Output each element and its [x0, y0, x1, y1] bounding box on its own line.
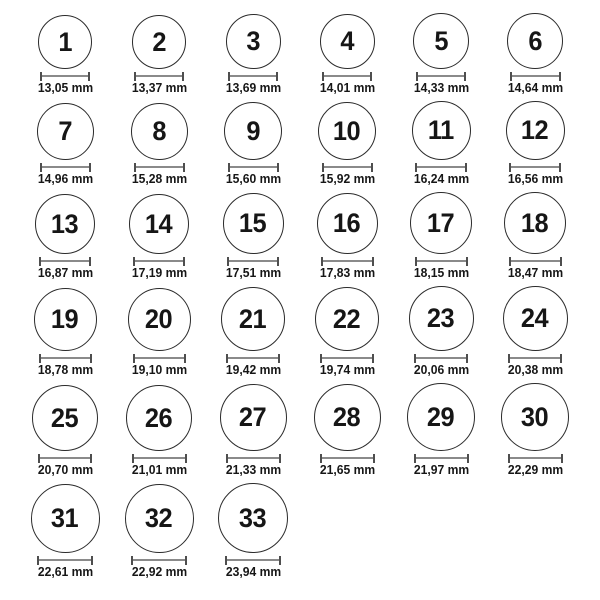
- diameter-label: 14,01 mm: [319, 81, 375, 95]
- ring-size-number: 18: [521, 207, 549, 238]
- ring-circle: [407, 383, 475, 451]
- ring-size-item: [488, 383, 582, 478]
- ring-size-item: [300, 14, 394, 96]
- measure-right-tick: [559, 163, 561, 172]
- diameter-label: 19,42 mm: [225, 363, 281, 377]
- chart-row: [0, 483, 600, 580]
- ring-circle: [317, 193, 378, 254]
- measure-left-tick: [322, 163, 324, 172]
- ring-circle: [221, 287, 285, 351]
- measure-left-tick: [40, 72, 42, 81]
- ring-size-number: 30: [521, 401, 549, 432]
- ring-circle: [34, 288, 97, 351]
- diameter-label: 14,96 mm: [37, 172, 93, 186]
- ring-circle: [224, 102, 282, 160]
- measure-left-tick: [320, 454, 322, 463]
- chart-row: [0, 192, 600, 281]
- measure-right-tick: [464, 72, 466, 81]
- ring-size-item: [300, 193, 394, 281]
- measure-left-tick: [39, 354, 41, 363]
- ring-size-item: [206, 384, 300, 478]
- diameter-label: 18,47 mm: [507, 266, 563, 280]
- measure-right-tick: [466, 354, 468, 363]
- diameter-measure-line: [416, 75, 466, 77]
- ring-size-item: [112, 103, 206, 187]
- ring-size-item: [206, 102, 300, 187]
- ring-size-item: [394, 101, 488, 187]
- ring-circle: [129, 194, 189, 254]
- ring-size-item: [488, 101, 582, 187]
- measure-right-tick: [277, 257, 279, 266]
- diameter-label: 18,78 mm: [37, 363, 93, 377]
- measure-right-tick: [182, 72, 184, 81]
- ring-circle: [218, 483, 288, 553]
- diameter-measure-line: [509, 260, 562, 262]
- diameter-label: 15,28 mm: [131, 172, 187, 186]
- diameter-measure-line: [39, 260, 91, 262]
- measure-left-tick: [414, 454, 416, 463]
- measure-left-tick: [226, 454, 228, 463]
- ring-size-number: 13: [51, 208, 79, 239]
- measure-right-tick: [373, 454, 375, 463]
- ring-size-number: 6: [528, 25, 542, 56]
- measure-right-tick: [183, 257, 185, 266]
- measure-left-tick: [320, 354, 322, 363]
- ring-size-number: 31: [51, 503, 79, 533]
- diameter-measure-line: [228, 75, 278, 77]
- ring-size-item: [300, 102, 394, 187]
- diameter-label: 20,06 mm: [413, 363, 469, 377]
- ring-size-item: [488, 286, 582, 378]
- diameter-measure-line: [414, 457, 469, 459]
- measure-left-tick: [38, 454, 40, 463]
- diameter-measure-line: [228, 166, 279, 168]
- ring-size-number: 20: [145, 304, 173, 334]
- measure-right-tick: [371, 163, 373, 172]
- diameter-measure-line: [510, 75, 561, 77]
- measure-left-tick: [132, 454, 134, 463]
- diameter-measure-line: [225, 559, 281, 561]
- ring-size-number: 17: [427, 207, 455, 238]
- measure-right-tick: [184, 354, 186, 363]
- ring-size-number: 33: [239, 502, 267, 533]
- diameter-measure-line: [131, 559, 187, 561]
- measure-left-tick: [508, 454, 510, 463]
- ring-size-item: [394, 286, 488, 378]
- ring-circle: [318, 102, 376, 160]
- ring-circle: [125, 484, 194, 553]
- diameter-measure-line: [40, 166, 91, 168]
- measure-left-tick: [133, 257, 135, 266]
- diameter-label: 17,83 mm: [319, 266, 375, 280]
- measure-left-tick: [228, 72, 230, 81]
- diameter-measure-line: [133, 357, 186, 359]
- ring-size-number: 23: [427, 303, 455, 333]
- ring-size-number: 5: [434, 25, 448, 56]
- ring-size-number: 16: [333, 208, 361, 238]
- measure-right-tick: [89, 163, 91, 172]
- ring-size-item: [394, 383, 488, 478]
- measure-right-tick: [279, 454, 281, 463]
- diameter-label: 16,56 mm: [507, 172, 563, 186]
- diameter-measure-line: [322, 75, 372, 77]
- measure-left-tick: [321, 257, 323, 266]
- ring-size-number: 15: [239, 208, 267, 238]
- ring-size-number: 3: [246, 26, 260, 56]
- ring-circle: [503, 286, 568, 351]
- ring-size-number: 22: [333, 303, 361, 334]
- measure-right-tick: [278, 354, 280, 363]
- measure-left-tick: [508, 354, 510, 363]
- ring-size-number: 2: [152, 26, 166, 57]
- diameter-measure-line: [134, 166, 185, 168]
- measure-left-tick: [40, 163, 42, 172]
- measure-left-tick: [226, 354, 228, 363]
- diameter-label: 13,69 mm: [225, 81, 281, 95]
- ring-size-number: 1: [58, 26, 72, 57]
- measure-right-tick: [372, 354, 374, 363]
- ring-size-number: 21: [239, 303, 267, 334]
- diameter-label: 19,10 mm: [131, 363, 187, 377]
- ring-size-number: 8: [152, 116, 166, 146]
- diameter-label: 21,01 mm: [131, 463, 187, 477]
- diameter-measure-line: [226, 357, 280, 359]
- measure-left-tick: [37, 556, 39, 565]
- ring-circle: [38, 15, 92, 69]
- ring-circle: [507, 13, 563, 69]
- diameter-label: 17,19 mm: [131, 266, 187, 280]
- diameter-label: 15,92 mm: [319, 172, 375, 186]
- measure-right-tick: [276, 72, 278, 81]
- ring-size-item: [206, 193, 300, 281]
- ring-circle: [501, 383, 569, 451]
- diameter-measure-line: [509, 166, 561, 168]
- diameter-label: 18,15 mm: [413, 266, 469, 280]
- diameter-label: 16,87 mm: [37, 266, 93, 280]
- diameter-label: 13,05 mm: [37, 81, 93, 95]
- ring-circle: [504, 192, 566, 254]
- measure-right-tick: [91, 556, 93, 565]
- measure-right-tick: [183, 163, 185, 172]
- diameter-label: 15,60 mm: [225, 172, 281, 186]
- measure-left-tick: [510, 72, 512, 81]
- diameter-measure-line: [38, 457, 92, 459]
- chart-row: [0, 286, 600, 378]
- measure-right-tick: [89, 257, 91, 266]
- diameter-measure-line: [37, 559, 93, 561]
- diameter-label: 22,61 mm: [37, 565, 93, 579]
- ring-size-item: [488, 13, 582, 96]
- ring-size-item: [112, 484, 206, 580]
- ring-size-number: 24: [521, 303, 549, 333]
- diameter-measure-line: [415, 260, 468, 262]
- ring-size-item: [206, 287, 300, 378]
- ring-size-item: [112, 194, 206, 281]
- ring-size-item: [300, 287, 394, 378]
- measure-right-tick: [467, 454, 469, 463]
- ring-circle: [131, 103, 188, 160]
- ring-size-number: 7: [58, 116, 72, 146]
- ring-circle: [223, 193, 284, 254]
- measure-right-tick: [561, 454, 563, 463]
- chart-row: [0, 101, 600, 187]
- diameter-label: 21,97 mm: [413, 463, 469, 477]
- ring-circle: [31, 484, 100, 553]
- diameter-label: 23,94 mm: [225, 565, 281, 579]
- ring-size-number: 4: [340, 26, 354, 56]
- measure-left-tick: [133, 354, 135, 363]
- measure-left-tick: [509, 163, 511, 172]
- ring-size-item: [18, 288, 112, 378]
- measure-left-tick: [416, 72, 418, 81]
- ring-circle: [320, 14, 375, 69]
- diameter-label: 16,24 mm: [413, 172, 469, 186]
- diameter-measure-line: [133, 260, 185, 262]
- diameter-measure-line: [132, 457, 187, 459]
- ring-size-item: [206, 14, 300, 96]
- measure-left-tick: [415, 257, 417, 266]
- ring-size-number: 14: [145, 208, 173, 239]
- ring-circle: [220, 384, 287, 451]
- ring-circle: [409, 286, 474, 351]
- diameter-label: 20,70 mm: [37, 463, 93, 477]
- diameter-measure-line: [320, 357, 374, 359]
- diameter-measure-line: [39, 357, 92, 359]
- measure-right-tick: [370, 72, 372, 81]
- measure-right-tick: [185, 454, 187, 463]
- diameter-measure-line: [320, 457, 375, 459]
- ring-size-item: [300, 384, 394, 478]
- ring-size-item: [18, 484, 112, 580]
- ring-circle: [413, 13, 469, 69]
- diameter-measure-line: [414, 357, 468, 359]
- ring-size-number: 19: [51, 304, 79, 334]
- measure-left-tick: [322, 72, 324, 81]
- diameter-measure-line: [508, 357, 562, 359]
- ring-size-item: [394, 13, 488, 96]
- diameter-label: 20,38 mm: [507, 363, 563, 377]
- ring-circle: [315, 287, 379, 351]
- ring-size-number: 28: [333, 402, 361, 432]
- measure-left-tick: [134, 163, 136, 172]
- ring-circle: [32, 385, 98, 451]
- measure-right-tick: [90, 454, 92, 463]
- diameter-measure-line: [134, 75, 184, 77]
- ring-circle: [126, 385, 192, 451]
- diameter-label: 13,37 mm: [131, 81, 187, 95]
- measure-right-tick: [560, 257, 562, 266]
- ring-size-item: [18, 385, 112, 478]
- measure-right-tick: [185, 556, 187, 565]
- measure-left-tick: [131, 556, 133, 565]
- measure-right-tick: [279, 556, 281, 565]
- ring-size-item: [488, 192, 582, 281]
- ring-size-item: [112, 15, 206, 96]
- measure-left-tick: [509, 257, 511, 266]
- diameter-measure-line: [227, 260, 279, 262]
- diameter-measure-line: [321, 260, 374, 262]
- diameter-measure-line: [40, 75, 90, 77]
- ring-size-number: 32: [145, 503, 173, 533]
- measure-right-tick: [372, 257, 374, 266]
- measure-right-tick: [465, 163, 467, 172]
- measure-right-tick: [560, 354, 562, 363]
- measure-left-tick: [414, 354, 416, 363]
- ring-size-number: 11: [428, 115, 454, 145]
- ring-circle: [226, 14, 281, 69]
- ring-size-number: 10: [333, 115, 361, 146]
- ring-size-item: [18, 194, 112, 281]
- ring-size-item: [18, 15, 112, 96]
- measure-left-tick: [39, 257, 41, 266]
- ring-size-item: [18, 103, 112, 187]
- diameter-measure-line: [415, 166, 467, 168]
- ring-size-number: 26: [145, 402, 173, 433]
- diameter-measure-line: [508, 457, 563, 459]
- measure-left-tick: [415, 163, 417, 172]
- ring-circle: [314, 384, 381, 451]
- diameter-measure-line: [226, 457, 281, 459]
- ring-size-number: 12: [521, 115, 549, 145]
- diameter-label: 22,29 mm: [507, 463, 563, 477]
- ring-size-number: 25: [51, 402, 79, 433]
- measure-right-tick: [88, 72, 90, 81]
- ring-size-item: [112, 288, 206, 378]
- measure-right-tick: [559, 72, 561, 81]
- ring-circle: [132, 15, 186, 69]
- diameter-label: 17,51 mm: [225, 266, 281, 280]
- ring-circle: [506, 101, 565, 160]
- measure-left-tick: [227, 257, 229, 266]
- ring-circle: [35, 194, 95, 254]
- ring-circle: [37, 103, 94, 160]
- diameter-label: 19,74 mm: [319, 363, 375, 377]
- measure-right-tick: [90, 354, 92, 363]
- measure-right-tick: [277, 163, 279, 172]
- ring-circle: [128, 288, 191, 351]
- chart-row: [0, 13, 600, 96]
- ring-circle: [412, 101, 471, 160]
- diameter-label: 21,65 mm: [319, 463, 375, 477]
- measure-right-tick: [466, 257, 468, 266]
- diameter-label: 14,64 mm: [507, 81, 563, 95]
- ring-size-item: [394, 192, 488, 281]
- ring-size-number: 27: [239, 402, 267, 432]
- measure-left-tick: [225, 556, 227, 565]
- measure-left-tick: [228, 163, 230, 172]
- diameter-label: 14,33 mm: [413, 81, 469, 95]
- ring-circle: [410, 192, 472, 254]
- diameter-measure-line: [322, 166, 373, 168]
- ring-size-number: 29: [427, 401, 455, 432]
- ring-size-number: 9: [246, 115, 260, 146]
- ring-size-item: [206, 483, 300, 580]
- diameter-label: 22,92 mm: [131, 565, 187, 579]
- measure-left-tick: [134, 72, 136, 81]
- chart-row: [0, 383, 600, 478]
- diameter-label: 21,33 mm: [225, 463, 281, 477]
- ring-size-item: [112, 385, 206, 478]
